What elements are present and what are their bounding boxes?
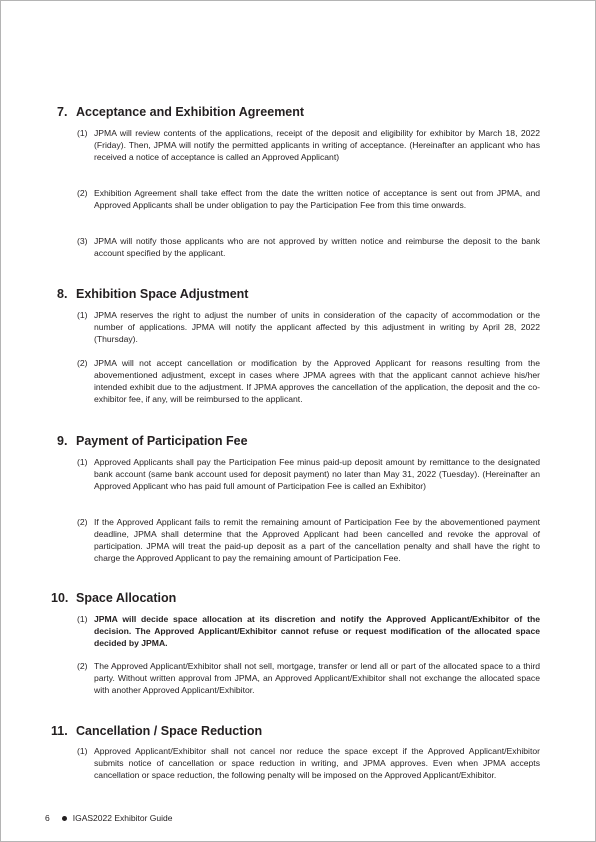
section-title: Exhibition Space Adjustment xyxy=(76,287,249,301)
item-text: The Approved Applicant/Exhibitor shall not sell, mortgage, transfer or lend all or part of the allocated space to a third party. Without written approval from JPMA, an Approved Applicant/Exhibitor shall not exchange the allocated space with another Approved Applicant/Exhibitor. xyxy=(94,661,540,695)
item-index: (1) xyxy=(77,310,88,320)
section-10-heading xyxy=(51,591,176,605)
page-number: 6 xyxy=(45,813,50,823)
item-text: JPMA will notify those applicants who are not approved by written notice and reimburse the deposit to the bank account specified by the applicant. xyxy=(94,236,540,258)
item-text: Exhibition Agreement shall take effect from the date the written notice of acceptance is sent out from JPMA, and Approved Applicants shall be under obligation to pay the Participation Fee from this time onwards. xyxy=(94,188,540,210)
item-index: (1) xyxy=(77,457,88,467)
item-index: (2) xyxy=(77,188,88,198)
bullet-dot-icon xyxy=(62,816,67,821)
section-number: 9. xyxy=(57,434,68,448)
item-index: (1) xyxy=(77,614,88,624)
section-8-item-2 xyxy=(77,358,540,406)
section-7-item-2 xyxy=(77,188,540,212)
section-11-item-1 xyxy=(77,746,540,782)
item-text: Approved Applicants shall pay the Participation Fee minus paid-up deposit amount by remittance to the designated bank account (same bank account used for deposit payment) no later than May 31, 2022 (Tuesday). (Hereinafter an Approved Applicant who has paid full amount of Participation Fee is called an Exhibitor) xyxy=(94,457,540,491)
page-footer xyxy=(45,812,172,824)
section-7-item-1 xyxy=(77,128,540,164)
section-title: Space Allocation xyxy=(76,591,177,605)
item-text: Approved Applicant/Exhibitor shall not cancel nor reduce the space except if the Approved Applicant/Exhibitor submits notice of cancellation or space reduction in writing, and JPMA approves. Even when JPMA accepts cancellation or space reduction, the following penalty will be imposed on the Approved Applicant/Exhibitor. xyxy=(94,746,540,780)
section-8-item-1 xyxy=(77,310,540,346)
section-9-heading xyxy=(57,434,248,448)
section-title: Payment of Participation Fee xyxy=(76,434,248,448)
section-number: 7. xyxy=(57,105,68,119)
section-11-heading xyxy=(51,724,262,738)
section-8-heading xyxy=(57,287,248,301)
section-number: 8. xyxy=(57,287,68,301)
item-index: (3) xyxy=(77,236,88,246)
section-7-item-3 xyxy=(77,236,540,260)
item-index: (1) xyxy=(77,746,88,756)
section-10-item-1 xyxy=(77,614,540,650)
section-number: 10. xyxy=(51,591,69,605)
section-title: Cancellation / Space Reduction xyxy=(76,724,263,738)
guide-title: IGAS2022 Exhibitor Guide xyxy=(72,813,173,823)
item-text: JPMA reserves the right to adjust the number of units in consideration of the capacity of accommodation or the number of applications. JPMA will notify the applicant affected by this adjustment in writing by April 28, 2022 (Thursday). xyxy=(94,310,540,344)
section-title: Acceptance and Exhibition Agreement xyxy=(76,105,305,119)
item-index: (2) xyxy=(77,661,88,671)
item-text: JPMA will review contents of the applications, receipt of the deposit and eligibility for exhibitor by March 18, 2022 (Friday). Then, JPMA will notify the permitted applicants in writing of acceptance. (Hereinafter an applicant who has received a notice of acceptance is called an Approved Applicant) xyxy=(94,128,540,162)
item-text: JPMA will not accept cancellation or modification by the Approved Applicant for reasons resulting from the abovementioned adjustment, except in cases where JPMA agrees with that the applicant cannot achieve his/her intended exhibit due to the adjustment. If JPMA approves the cancellation of the application, the deposit and the co-exhibitor fee, if any, will be reimbursed to the applicant. xyxy=(94,358,540,404)
section-7-heading xyxy=(57,105,304,119)
section-number: 11. xyxy=(51,724,68,738)
item-text: If the Approved Applicant fails to remit the remaining amount of Participation Fee by the abovementioned payment deadline, JPMA shall determine that the Approved Applicant had been cancelled and revoke the approval of participation. JPMA will treat the paid-up deposit as a part of the cancellation penalty and shall have the right to charge the Approved Applicant to pay the remaining amount of Participation Fee. xyxy=(94,517,540,563)
section-10-item-2 xyxy=(77,661,540,697)
item-index: (1) xyxy=(77,128,88,138)
section-9-item-2 xyxy=(77,517,540,565)
section-9-item-1 xyxy=(77,457,540,493)
item-text: JPMA will decide space allocation at its discretion and notify the Approved Applicant/Exhibitor of the decision. The Approved Applicant/Exhibitor cannot refuse or request modification of the allocated space decided by JPMA. xyxy=(94,614,540,648)
item-index: (2) xyxy=(77,358,88,368)
item-index: (2) xyxy=(77,517,88,527)
